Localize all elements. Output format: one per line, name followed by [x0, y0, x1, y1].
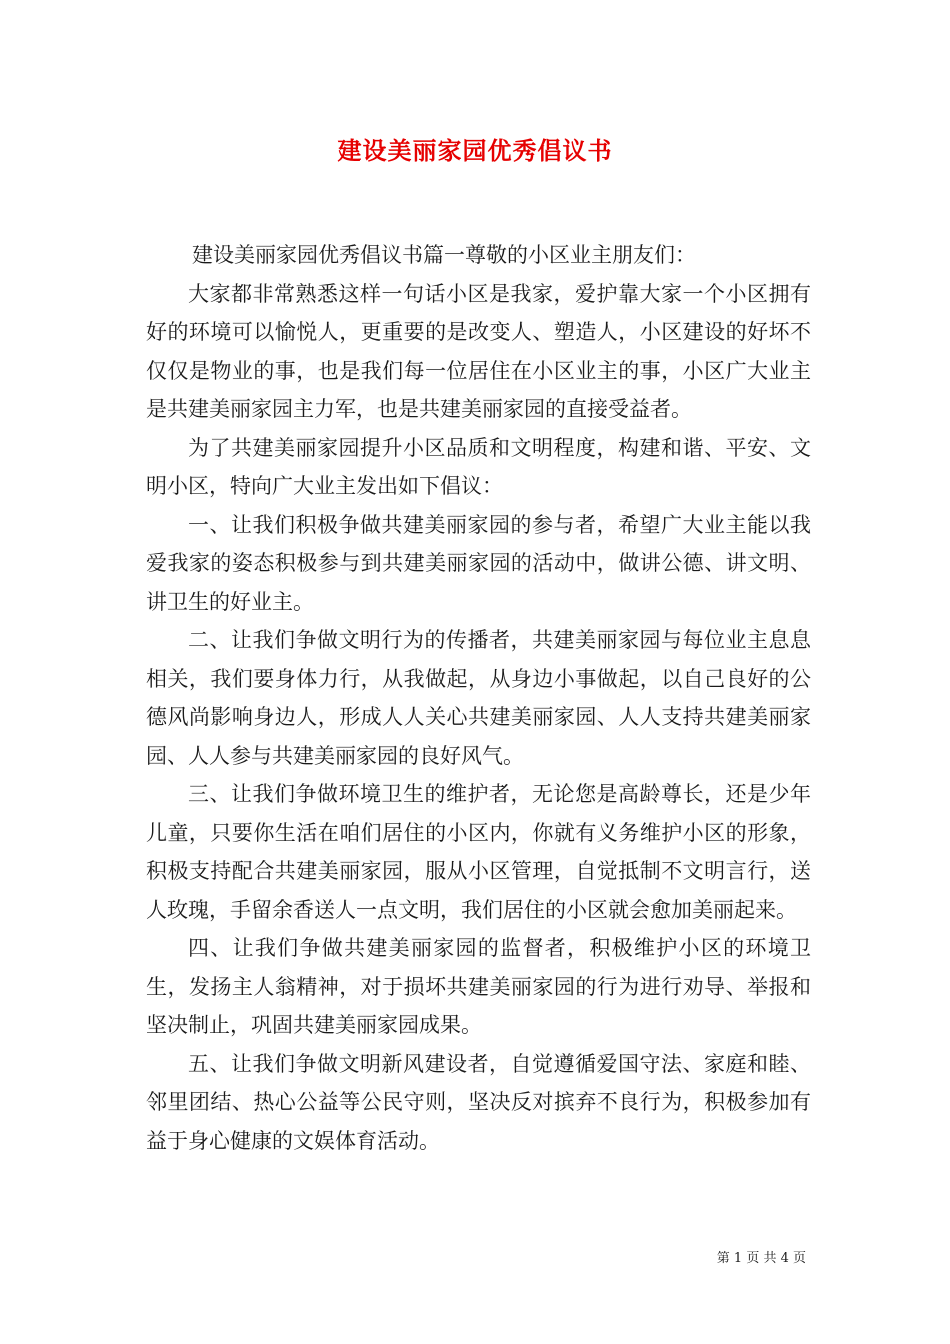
page-number-footer: 第 1 页 共 4 页	[716, 1251, 806, 1266]
paragraph-item-1: 一、让我们积极争做共建美丽家园的参与者，希望广大业主能以我爱我家的姿态积极参与到共建美丽家园的活动中，做讲公德、讲文明、讲卫生的好业主。	[146, 512, 811, 614]
paragraph-salutation: 建设美丽家园优秀倡议书篇一尊敬的小区业主朋友们：	[192, 243, 696, 267]
paragraph-item-5: 五、让我们争做文明新风建设者，自觉遵循爱国守法、家庭和睦、邻里团结、热心公益等公民守则，坚决反对摈弃不良行为，积极参加有益于身心健康的文娱体育活动。	[146, 1051, 811, 1153]
paragraph-item-4: 四、让我们争做共建美丽家园的监督者，积极维护小区的环境卫生，发扬主人翁精神，对于损坏共建美丽家园的行为进行劝导、举报和坚决制止，巩固共建美丽家园成果。	[146, 936, 811, 1037]
paragraph-item-2: 二、让我们争做文明行为的传播者，共建美丽家园与每位业主息息相关，我们要身体力行，从我做起，从身边小事做起，以自己良好的公德风尚影响身边人，形成人人关心共建美丽家园、人人支持共建美丽家园、人人参与共建美丽家园的良好风气。	[146, 628, 811, 768]
paragraph-intro: 大家都非常熟悉这样一句话小区是我家，爱护靠大家一个小区拥有好的环境可以愉悦人，更重要的是改变人、塑造人，小区建设的好坏不仅仅是物业的事，也是我们每一位居住在小区业主的事，小区广大业主是共建美丽家园主力军，也是共建美丽家园的直接受益者。	[146, 281, 811, 421]
paragraph-item-3: 三、让我们争做环境卫生的维护者，无论您是高龄尊长，还是少年儿童，只要你生活在咱们居住的小区内，你就有义务维护小区的形象，积极支持配合共建美丽家园，服从小区管理，自觉抵制不文明言行，送人玫瑰，手留余香送人一点文明，我们居住的小区就会愈加美丽起来。	[146, 782, 811, 922]
paragraph-purpose: 为了共建美丽家园提升小区品质和文明程度，构建和谐、平安、文明小区，特向广大业主发出如下倡议：	[146, 435, 811, 498]
document-body	[146, 236, 811, 1160]
page-title: 建设美丽家园优秀倡议书	[337, 136, 613, 165]
